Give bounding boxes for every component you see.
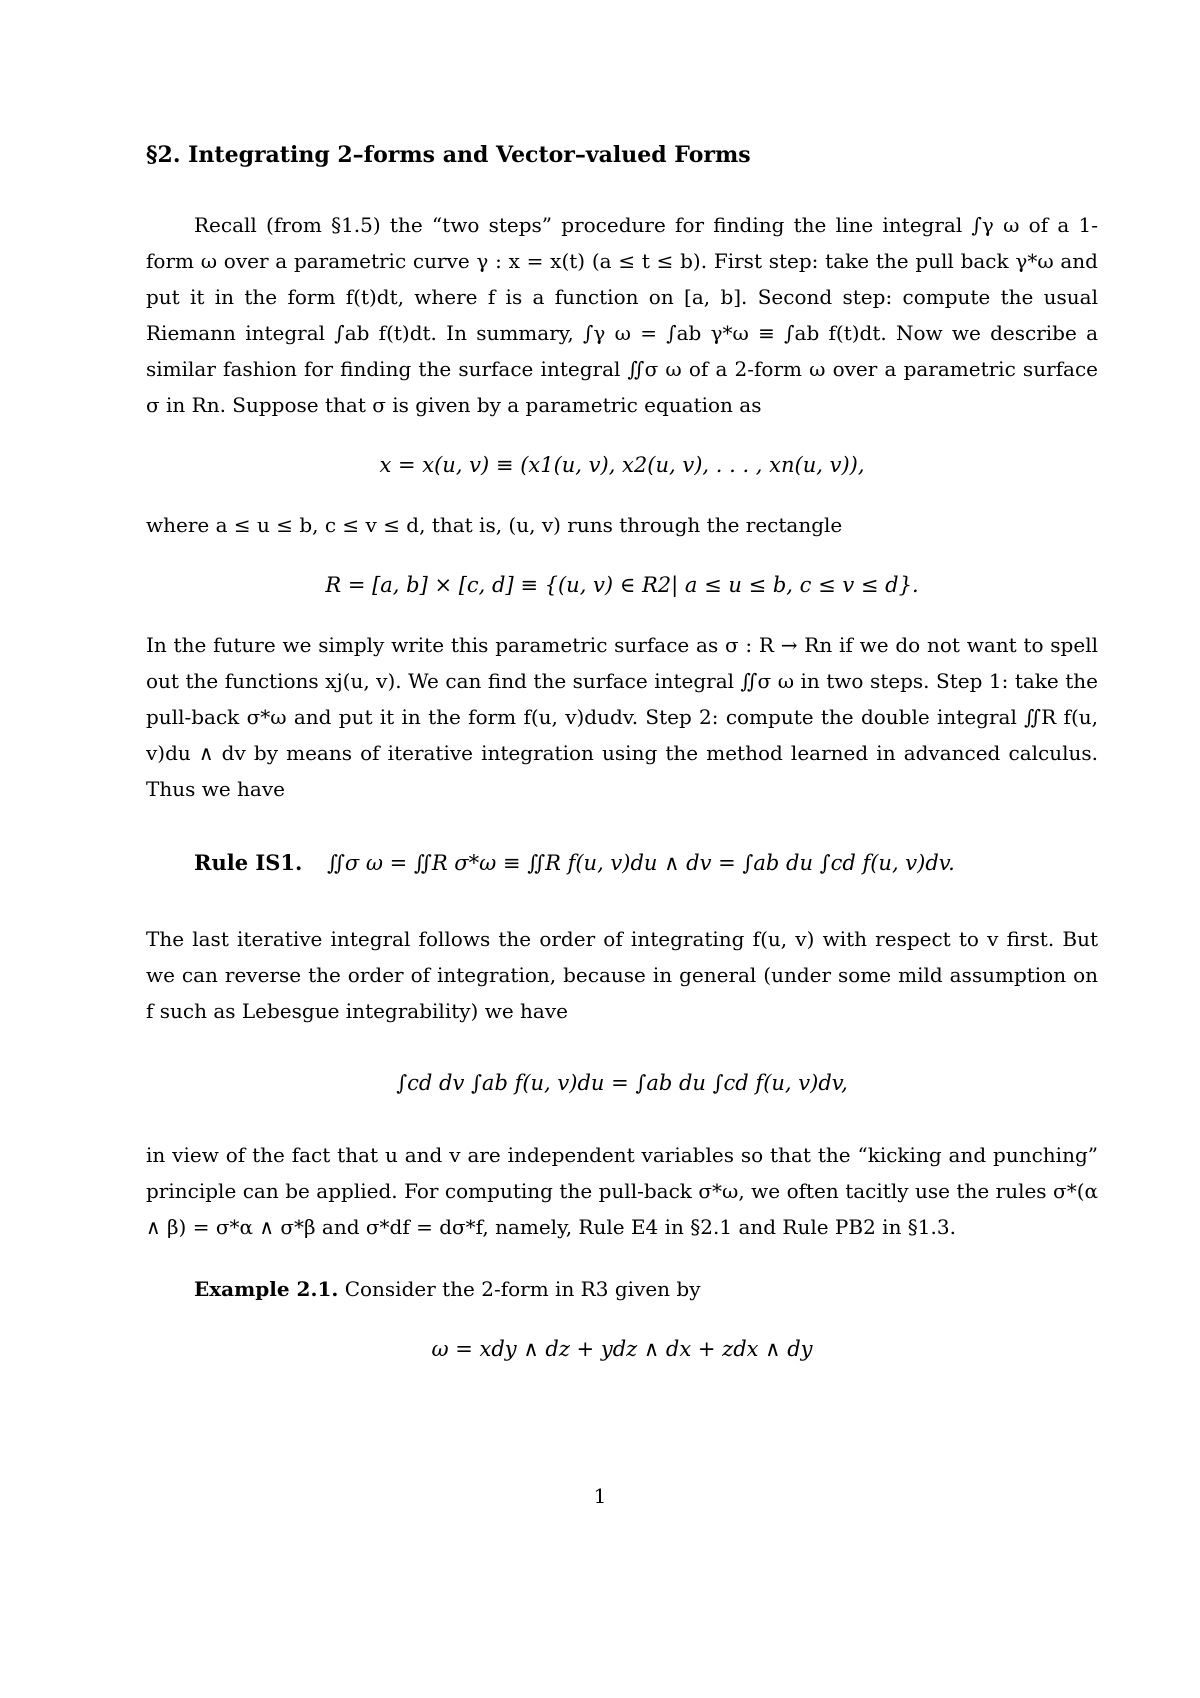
paragraph-line-integral-recall: Recall (from §1.5) the “two steps” procedure for finding the line integral ∫γ ω of a 1-form ω over a parametric curve γ : x = x(t) (a ≤ t ≤ b). First step: take the pull back γ*ω and put it in the form f(t)dt, where f is a function on [a, b]. Second step: compute the usual Riemann integral ∫ab f(t)dt. In summary, ∫γ ω = ∫ab γ*ω ≡ ∫ab f(t)dt. Now we describe a similar fashion for finding the surface integral ∬σ ω of a 2-form ω over a parametric surface σ in Rn. Suppose that σ is given by a parametric equation as (146, 212, 1098, 417)
rule-formula: ∬σ ω = ∬R σ*ω ≡ ∬R f(u, v)du ∧ dv = ∫ab du ∫cd f(u, v)dv. (326, 850, 955, 875)
page-number: 1 (593, 1484, 607, 1508)
rule-is1 (194, 831, 1098, 895)
equation-parametric-surface: x = x(u, v) ≡ (x1(u, v), x2(u, v), . . . , xn(u, v)), (379, 452, 865, 477)
paragraph-pullback-rules: in view of the fact that u and v are independent variables so that the “kicking and punching” principle can be applied. For computing the pull-back σ*ω, we often tacitly use the rules σ*(α ∧ β) = σ*α ∧ σ*β and σ*df = dσ*f, namely, Rule E4 in §2.1 and Rule PB2 in §1.3. (146, 1142, 1098, 1239)
section-title: §2. Integrating 2–forms and Vector–valued Forms (146, 142, 751, 168)
paragraph-surface-integral-steps: In the future we simply write this parametric surface as σ : R → Rn if we do not want to spell out the functions xj(u, v). We can find the surface integral ∬σ ω in two steps. Step 1: take the pull-back σ*ω and put it in the form f(u, v)dudv. Step 2: compute the double integral ∬R f(u, v)du ∧ dv by means of iterative integration using the method learned in advanced calculus. Thus we have (146, 632, 1098, 801)
page-content (146, 140, 1098, 1391)
equation-omega: ω = xdy ∧ dz + ydz ∧ dx + zdx ∧ dy (431, 1336, 813, 1361)
example-2-1 (146, 1271, 1098, 1307)
equation-rectangle: R = [a, b] × [c, d] ≡ {(u, v) ∈ R2| a ≤ u ≤ b, c ≤ v ≤ d}. (325, 572, 919, 597)
equation-fubini: ∫cd dv ∫ab f(u, v)du = ∫ab du ∫cd f(u, v)dv, (396, 1070, 848, 1095)
example-label: Example 2.1. (194, 1276, 339, 1301)
paragraph-rectangle-intro: where a ≤ u ≤ b, c ≤ v ≤ d, that is, (u, v) runs through the rectangle (146, 512, 843, 537)
example-text: Consider the 2-form in R3 given by (344, 1276, 701, 1301)
paragraph-order-of-integration: The last iterative integral follows the order of integrating f(u, v) with respect to v first. But we can reverse the order of integration, because in general (under some mild assumption on f such as Lebesgue integrability) we have (146, 926, 1098, 1023)
rule-label: Rule IS1. (194, 849, 303, 875)
